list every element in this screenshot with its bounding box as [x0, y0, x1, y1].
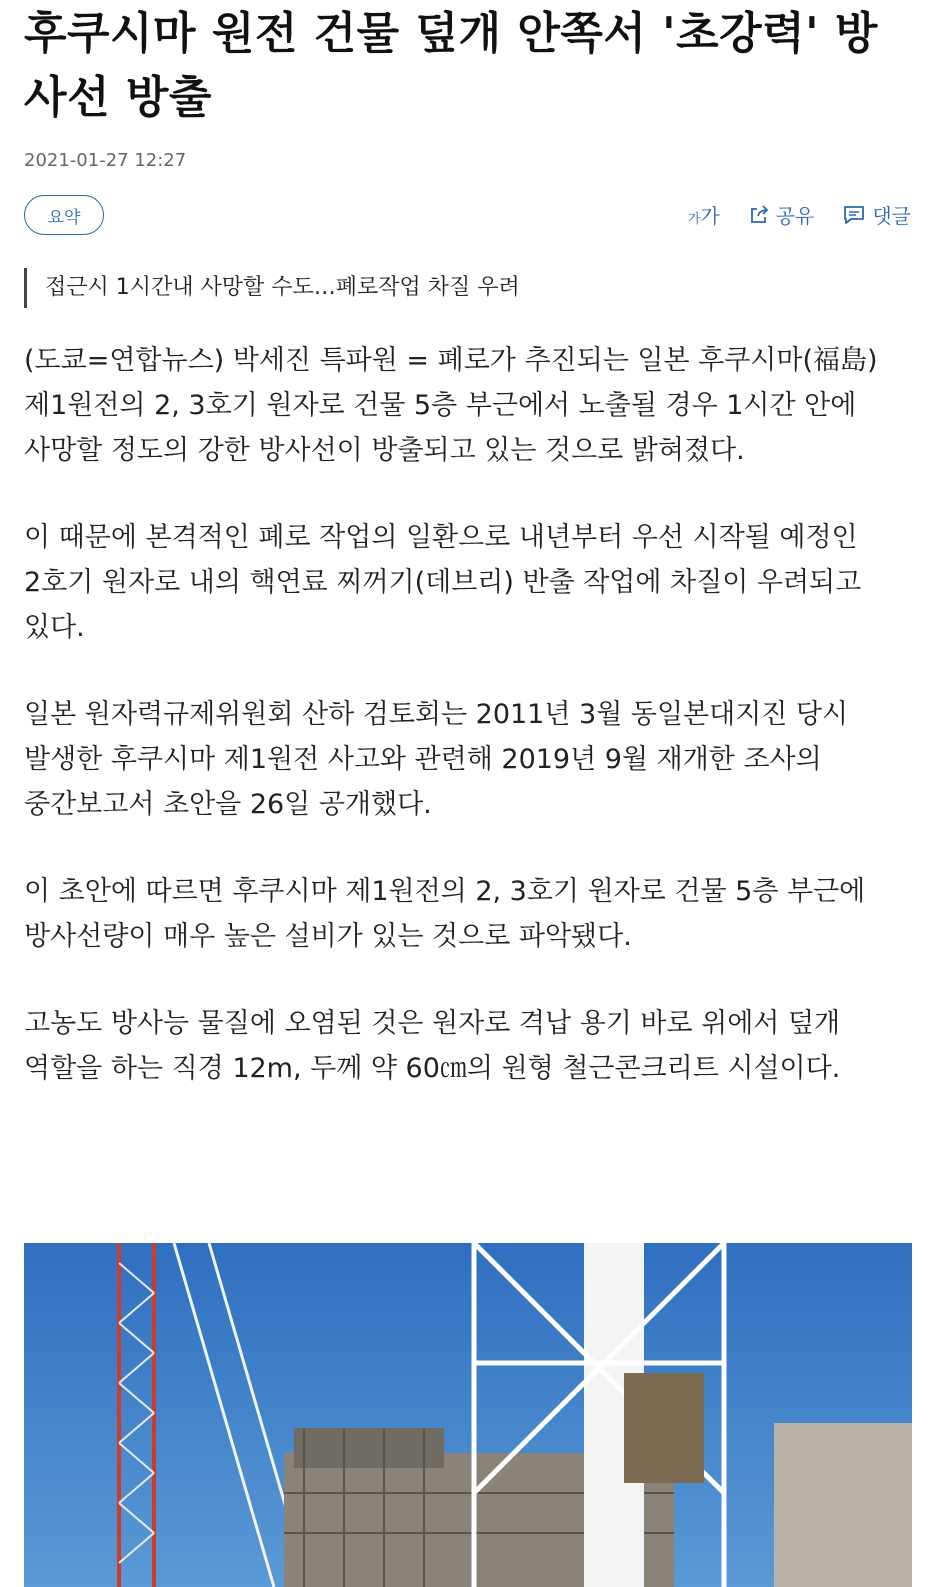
article-paragraph: (도쿄=연합뉴스) 박세진 특파원 = 폐로가 추진되는 일본 후쿠시마(福島) 제1원전의 2, 3호기 원자로 건물 5층 부근에서 노출될 경우 1시간 안에 사망할 정도의 강한 방사선이 방출되고 있는 것으로 밝혀졌다. [24, 345, 878, 466]
share-icon [748, 204, 770, 226]
share-button[interactable] [748, 200, 815, 229]
article-photo[interactable] [24, 1243, 912, 1587]
font-size-icon: 가가 [687, 204, 720, 228]
comment-icon [842, 204, 866, 226]
article-paragraph: 고농도 방사능 물질에 오염된 것은 원자로 격납 용기 바로 위에서 덮개 역할을 하는 직경 12m, 두께 약 60㎝의 원형 철근콘크리트 시설이다. [24, 1008, 841, 1084]
article-subtitle: 접근시 1시간내 사망할 수도…폐로작업 차질 우려 [24, 268, 520, 308]
article-paragraph: 이 때문에 본격적인 폐로 작업의 일환으로 내년부터 우선 시작될 예정인 2호기 원자로 내의 핵연료 찌꺼기(데브리) 반출 작업에 차질이 우려되고 있다. [24, 522, 862, 643]
article-paragraph: 이 초안에 따르면 후쿠시마 제1원전의 2, 3호기 원자로 건물 5층 부근에 방사선량이 매우 높은 설비가 있는 것으로 파악됐다. [24, 876, 866, 952]
comment-label: 댓글 [872, 204, 911, 228]
share-label: 공유 [775, 204, 815, 228]
font-size-button[interactable] [688, 200, 720, 229]
article-paragraph: 일본 원자력규제위원회 산하 검토회는 2011년 3월 동일본대지진 당시 발생한 후쿠시마 제1원전 사고와 관련해 2019년 9월 재개한 조사의 중간보고서 초안을 26일 공개했다. [24, 699, 849, 820]
reactor-building-photo [24, 1243, 912, 1587]
article-datetime: 2021-01-27 12:27 [24, 150, 187, 171]
article-body [24, 338, 914, 1133]
article-toolbar [688, 200, 911, 229]
summary-button[interactable] [24, 195, 104, 235]
summary-button-label: 요약 [47, 207, 81, 228]
article-title: 후쿠시마 원전 건물 덮개 안쪽서 '초강력' 방사선 방출 [24, 8, 878, 123]
comment-button[interactable] [842, 200, 911, 229]
